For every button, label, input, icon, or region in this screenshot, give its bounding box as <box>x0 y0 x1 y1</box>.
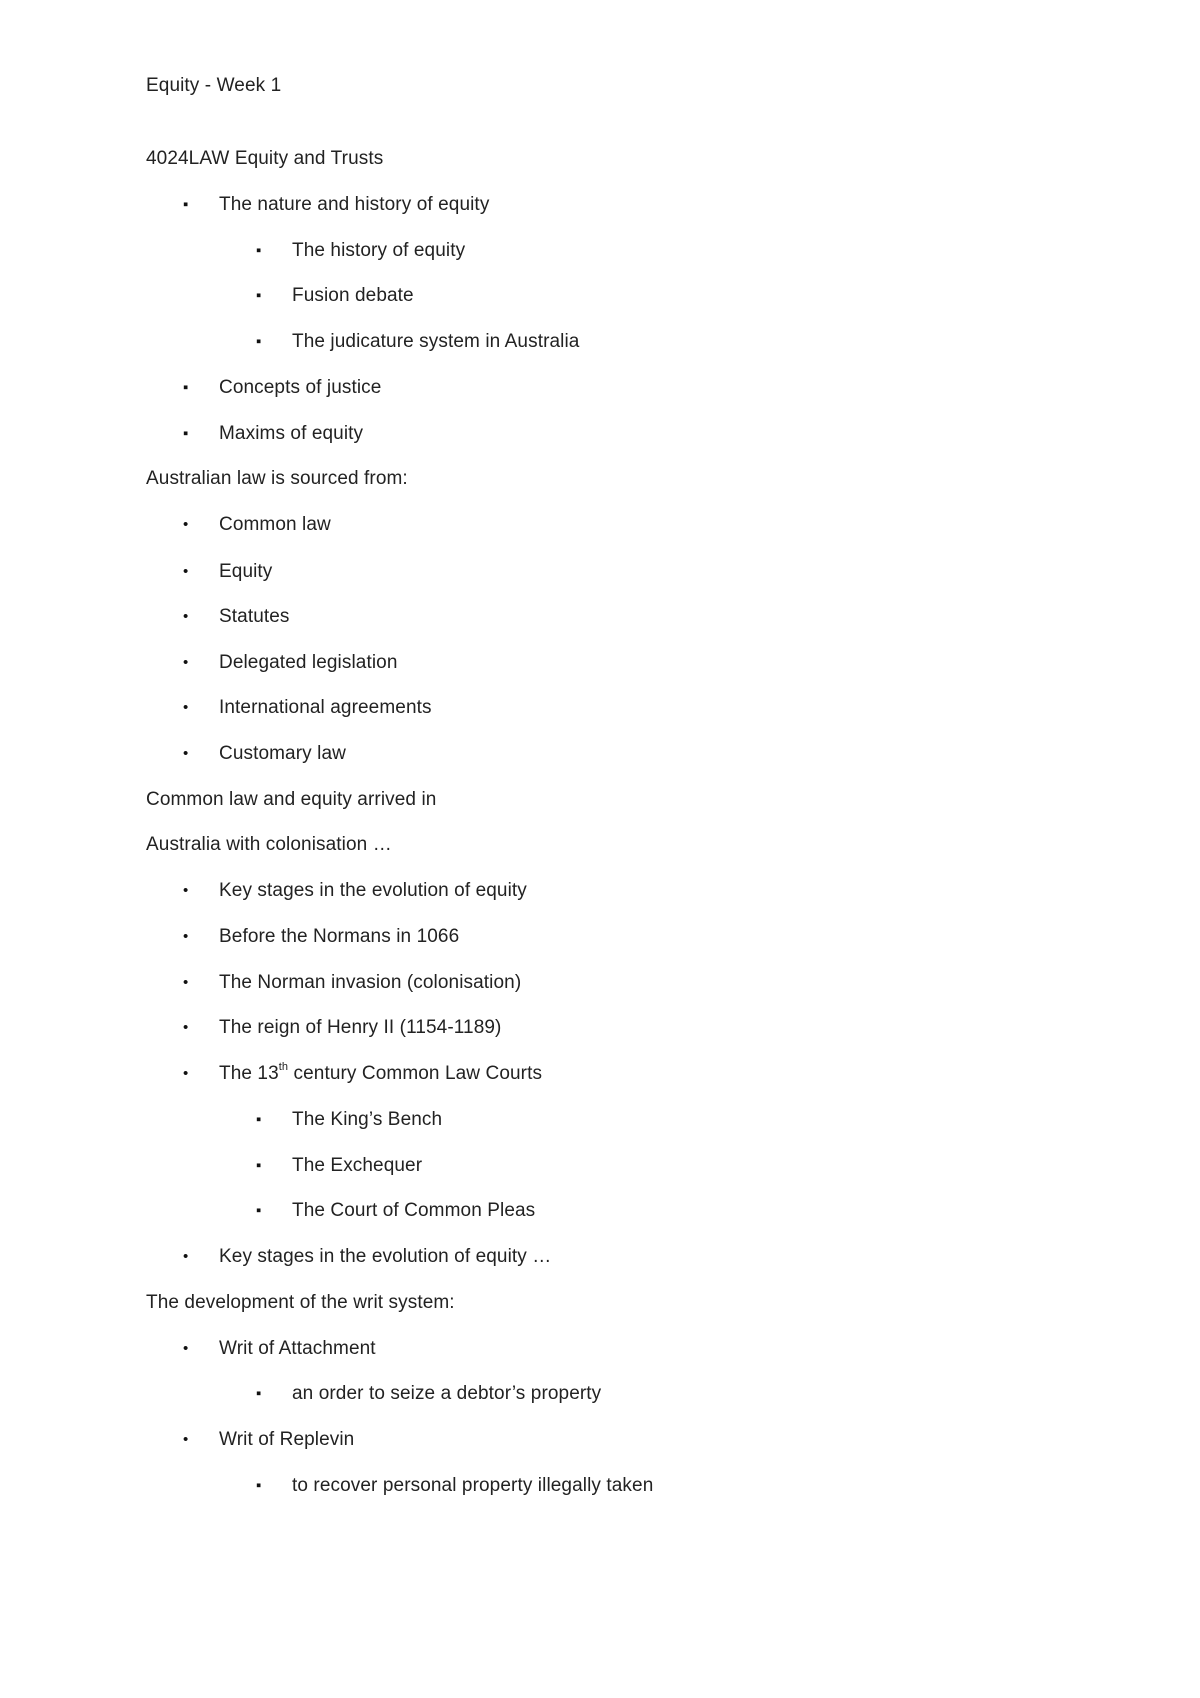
round-bullet-icon: • <box>183 928 189 945</box>
round-bullet-icon: • <box>183 882 189 899</box>
list-item: Common law <box>219 514 331 535</box>
square-bullet-icon: ▪ <box>256 1157 262 1174</box>
list-item: Statutes <box>219 606 290 627</box>
writs-intro: The development of the writ system: <box>146 1292 455 1313</box>
document-title: Equity - Week 1 <box>146 75 282 96</box>
list-item: The reign of Henry II (1154-1189) <box>219 1017 502 1038</box>
paragraph-line: Common law and equity arrived in <box>146 789 437 810</box>
round-bullet-icon: • <box>183 1431 189 1448</box>
century-prefix: The 13 <box>219 1063 279 1084</box>
list-item: Delegated legislation <box>219 652 398 673</box>
list-subitem: The Court of Common Pleas <box>292 1200 536 1221</box>
outline-item: Maxims of equity <box>219 423 364 444</box>
list-item: Writ of Replevin <box>219 1429 355 1450</box>
round-bullet-icon: • <box>183 1248 189 1265</box>
list-item: Writ of Attachment <box>219 1338 376 1359</box>
century-suffix: century Common Law Courts <box>288 1063 543 1084</box>
square-bullet-icon: ▪ <box>256 1385 262 1402</box>
round-bullet-icon: • <box>183 699 189 716</box>
round-bullet-icon: • <box>183 1340 189 1357</box>
square-bullet-icon: ▪ <box>256 333 262 350</box>
round-bullet-icon: • <box>183 745 189 762</box>
outline-subitem: The history of equity <box>292 240 466 261</box>
square-bullet-icon: ▪ <box>183 425 189 442</box>
list-item: The Norman invasion (colonisation) <box>219 972 522 993</box>
list-item: Key stages in the evolution of equity … <box>219 1246 552 1267</box>
square-bullet-icon: ▪ <box>183 379 189 396</box>
square-bullet-icon: ▪ <box>256 287 262 304</box>
square-bullet-icon: ▪ <box>256 1477 262 1494</box>
paragraph-line: Australia with colonisation … <box>146 834 392 855</box>
round-bullet-icon: • <box>183 1065 189 1082</box>
round-bullet-icon: • <box>183 1019 189 1036</box>
list-item <box>219 1062 542 1086</box>
list-item: Customary law <box>219 743 346 764</box>
list-item: Before the Normans in 1066 <box>219 926 460 947</box>
list-item: International agreements <box>219 697 432 718</box>
round-bullet-icon: • <box>183 516 189 533</box>
list-subitem: The King’s Bench <box>292 1109 443 1130</box>
round-bullet-icon: • <box>183 608 189 625</box>
square-bullet-icon: ▪ <box>256 1111 262 1128</box>
square-bullet-icon: ▪ <box>183 196 189 213</box>
outline-subitem: Fusion debate <box>292 285 414 306</box>
list-item: Key stages in the evolution of equity <box>219 880 527 901</box>
round-bullet-icon: • <box>183 654 189 671</box>
square-bullet-icon: ▪ <box>256 242 262 259</box>
sources-intro: Australian law is sourced from: <box>146 468 408 489</box>
list-subitem: The Exchequer <box>292 1155 423 1176</box>
square-bullet-icon: ▪ <box>256 1202 262 1219</box>
round-bullet-icon: • <box>183 974 189 991</box>
outline-subitem: The judicature system in Australia <box>292 331 580 352</box>
list-subitem: an order to seize a debtor’s property <box>292 1383 602 1404</box>
outline-item: Concepts of justice <box>219 377 382 398</box>
course-heading: 4024LAW Equity and Trusts <box>146 148 384 169</box>
century-superscript: th <box>278 1060 289 1073</box>
outline-item: The nature and history of equity <box>219 194 490 215</box>
round-bullet-icon: • <box>183 563 189 580</box>
list-item: Equity <box>219 561 273 582</box>
list-subitem: to recover personal property illegally taken <box>292 1475 654 1496</box>
